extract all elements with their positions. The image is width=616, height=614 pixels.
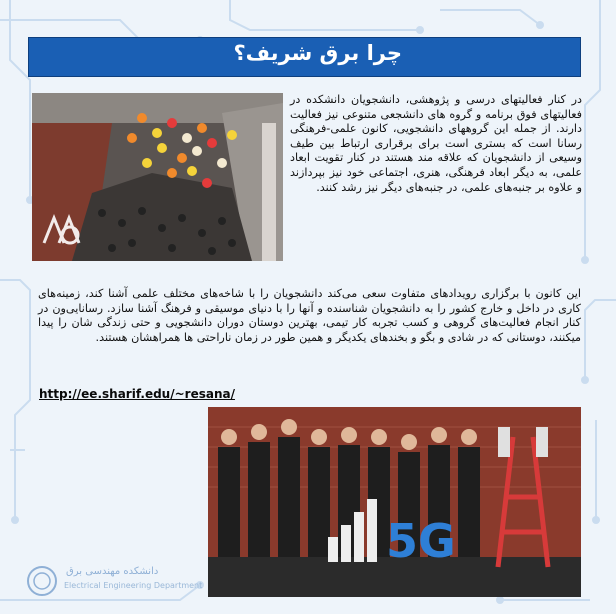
title-bar xyxy=(28,37,581,77)
event-photo-balloons xyxy=(32,93,283,261)
department-subtitle: Electrical Engineering Department xyxy=(64,581,203,590)
page-title: چرا برق شریف؟ xyxy=(233,41,402,65)
group-photo-illustration xyxy=(208,407,581,597)
resana-link[interactable]: http://ee.sharif.edu/~resana/ xyxy=(39,387,235,401)
event-photo-balloons-illustration xyxy=(32,93,283,261)
sign-5g: 5G xyxy=(386,514,456,568)
paragraph-intro: در کنار فعالیتهای درسی و پژوهشی، دانشجویان دانشکده در فعالیتهای فوق برنامه و گروه های دانشجعی متنوعی نیز فعالیت دارند. از جمله این گروههای دانشجویی، کانون علمی-فرهنگی رسانا است که بستری است برای برقراری ارتباط بین طیف وسیعی از دانشجویان که علاقه مند هستند در کنار تقویت ابعاد علمی، به دیگر ابعاد فرهنگی، هنری، اجتماعی خود نیز بپردازند و علاوه بر جنبه‌های علمی، در جنبه‌های دیگر نیز رشد کنند. xyxy=(290,93,582,194)
group-photo-5g xyxy=(208,407,581,597)
department-name: دانشکده مهندسی برق xyxy=(66,566,159,577)
paragraph-activities: این کانون با برگزاری رویدادهای متفاوت سعی می‌کند دانشجویان را با شاخه‌های مختلف علمی آشنا کند، زمینه‌های کاری در داخل و خارج کشور را به دانشجویان شناسنده و آنها را با دنیای موسیقی و فرهنگ آشنا سازد. رسانایی‌ون در کنار انجام فعالیت‌های گروهی و کسب تجربه کار تیمی، بهترین دوستان دوران دانشجویی و حتی زندگی شان را پیدا میکنند، دوستانی که در شادی و بگو و بخندهای یکدیگر و همین طور در زمان ناراحتی ها همراهشان هستند. xyxy=(38,287,581,344)
